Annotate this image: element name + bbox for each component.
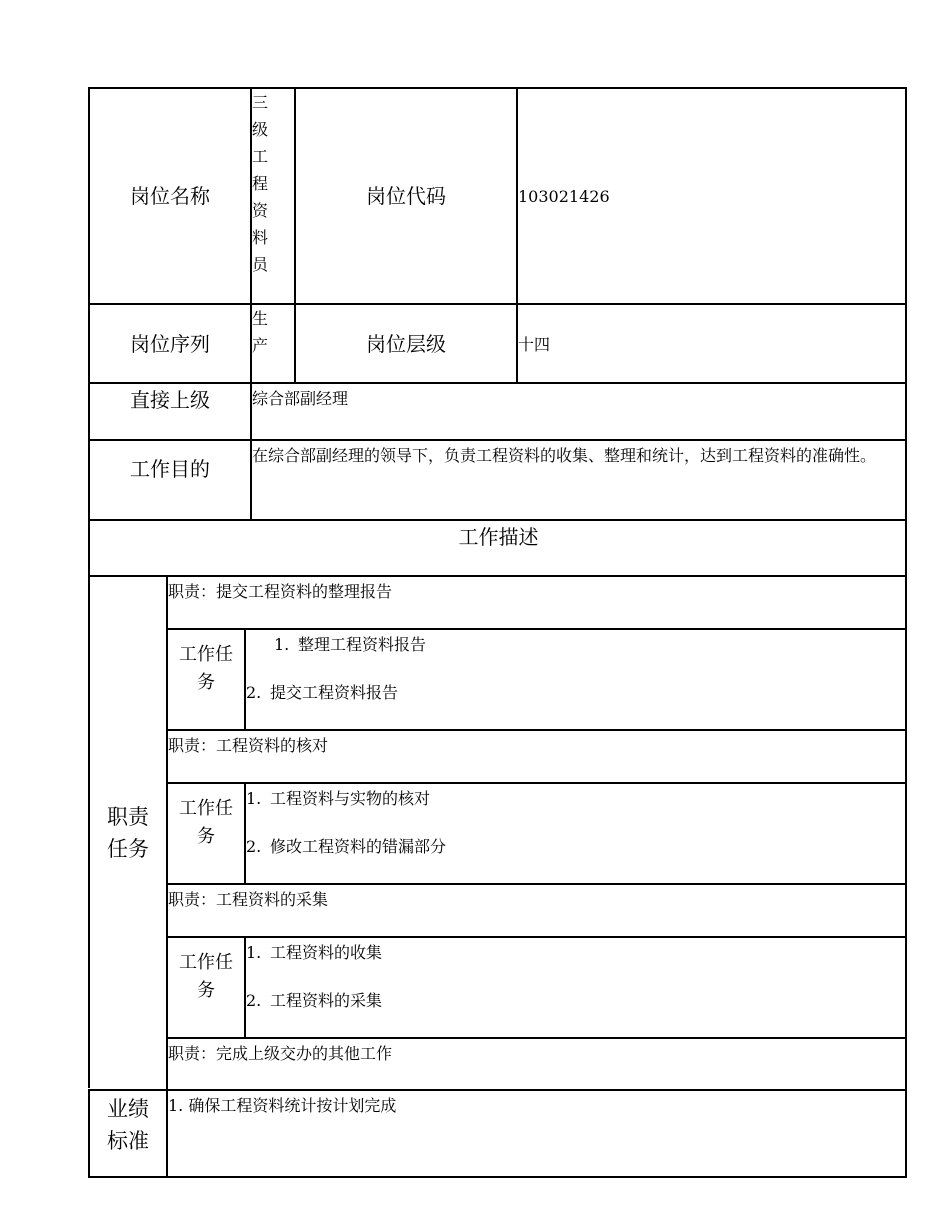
direct-superior-label: 直接上级 bbox=[88, 382, 250, 439]
task-list-3 bbox=[244, 936, 907, 1037]
position-code-label: 岗位代码 bbox=[294, 87, 516, 303]
work-purpose-value-cell bbox=[250, 439, 907, 519]
task-item: 1. 工程资料与实物的核对 bbox=[246, 789, 431, 808]
position-level-value: 十四 bbox=[518, 334, 551, 354]
duty-title-text: 职责：提交工程资料的整理报告 bbox=[168, 582, 393, 601]
duties-label: 职责任务 bbox=[88, 575, 166, 1088]
duty-title-text: 职责：工程资料的核对 bbox=[168, 736, 329, 755]
task-list-1 bbox=[244, 628, 907, 729]
task-label-3: 工作任务 bbox=[166, 936, 244, 1037]
direct-superior-value: 综合部副经理 bbox=[252, 389, 349, 408]
job-description-table bbox=[88, 87, 907, 1178]
direct-superior-value-cell bbox=[250, 382, 907, 439]
task-item: 2. 修改工程资料的错漏部分 bbox=[246, 837, 447, 856]
performance-item: 1. 确保工程资料统计按计划完成 bbox=[168, 1096, 397, 1115]
position-level-label: 岗位层级 bbox=[294, 303, 516, 382]
performance-label: 业绩标准 bbox=[88, 1089, 166, 1178]
task-item: 2. 工程资料的采集 bbox=[246, 991, 383, 1010]
performance-standards bbox=[166, 1089, 907, 1178]
position-code-value: 103021426 bbox=[518, 187, 610, 206]
work-purpose-value: 在综合部副经理的领导下，负责工程资料的收集、整理和统计，达到工程资料的准确性。 bbox=[252, 446, 877, 465]
duty-title-2 bbox=[166, 729, 907, 782]
position-name-value: 三级工程资料员 bbox=[252, 93, 269, 274]
position-name-label: 岗位名称 bbox=[88, 87, 250, 303]
duty-title-text: 职责：工程资料的采集 bbox=[168, 890, 329, 909]
position-series-value: 生产 bbox=[252, 309, 269, 355]
work-purpose-label: 工作目的 bbox=[88, 439, 250, 519]
position-code-value-cell bbox=[516, 87, 907, 303]
task-label-2: 工作任务 bbox=[166, 782, 244, 883]
duty-title-4 bbox=[166, 1037, 907, 1089]
position-series-value-cell bbox=[250, 303, 294, 382]
position-level-value-cell bbox=[516, 303, 907, 382]
task-list-2 bbox=[244, 782, 907, 883]
position-series-label: 岗位序列 bbox=[88, 303, 250, 382]
task-item: 1. 整理工程资料报告 bbox=[274, 635, 427, 654]
task-item: 1. 工程资料的收集 bbox=[246, 943, 383, 962]
duty-title-text: 职责：完成上级交办的其他工作 bbox=[168, 1044, 393, 1063]
duty-title-3 bbox=[166, 883, 907, 936]
task-label-1: 工作任务 bbox=[166, 628, 244, 729]
duty-title-1 bbox=[166, 575, 907, 628]
position-name-value-cell bbox=[250, 87, 294, 303]
task-item: 2. 提交工程资料报告 bbox=[246, 683, 399, 702]
work-description-header: 工作描述 bbox=[88, 519, 907, 575]
